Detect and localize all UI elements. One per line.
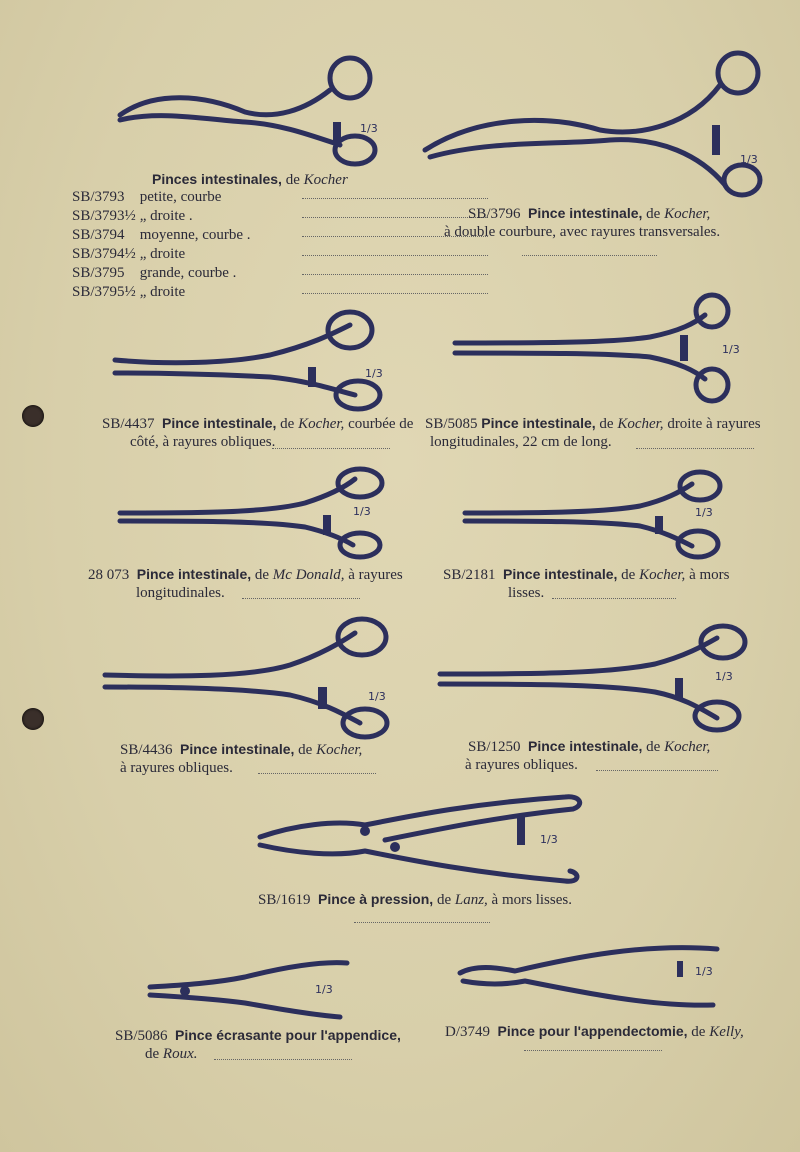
instrument-mcdonald	[115, 465, 385, 565]
svg-text:1/3: 1/3	[368, 690, 386, 703]
list-item: SB/3794½ „ droite	[72, 245, 251, 264]
caption-sb5086-line2: de Roux.	[145, 1046, 198, 1062]
list-item: SB/3795 grande, courbe .	[72, 264, 251, 283]
instrument-oblique-4436	[100, 615, 390, 740]
instrument-smooth-jaws	[460, 468, 725, 563]
svg-text:1/3: 1/3	[715, 670, 733, 683]
instrument-kocher-curved	[115, 50, 378, 170]
instrument-kelly	[455, 935, 725, 1015]
caption-sb3796: SB/3796 Pince intestinale, de Kocher,	[468, 205, 711, 222]
caption-sb5085: SB/5085 Pince intestinale, de Kocher, droite à rayures	[425, 415, 761, 432]
caption-sb3796-line2: à double courbure, avec rayures transversales.	[444, 224, 721, 240]
svg-text:1/3: 1/3	[540, 833, 558, 846]
list-item: SB/3793 petite, courbe	[72, 188, 251, 207]
caption-sb1250: SB/1250 Pince intestinale, de Kocher,	[468, 738, 711, 755]
instrument-lanz	[255, 785, 585, 890]
caption-sb2181: SB/2181 Pince intestinale, de Kocher, à mors	[443, 566, 730, 583]
list-item: SB/3793½ „ droite .	[72, 207, 251, 226]
svg-text:1/3: 1/3	[360, 122, 378, 135]
instrument-side-curved	[110, 305, 383, 415]
list-item: SB/3795½ „ droite	[72, 283, 251, 302]
svg-text:1/3: 1/3	[315, 983, 333, 996]
svg-text:1/3: 1/3	[722, 343, 740, 356]
caption-sb4437-line2: côté, à rayures obliques.	[130, 434, 276, 450]
caption-sb4437: SB/4437 Pince intestinale, de Kocher, courbée de	[102, 415, 414, 432]
caption-28073-line2: longitudinales.	[136, 585, 225, 601]
instrument-roux	[145, 955, 355, 1025]
caption-sb2181-line2: lisses.	[508, 585, 545, 601]
svg-text:1/3: 1/3	[695, 965, 713, 978]
instrument-straight-long	[450, 295, 750, 405]
caption-d3749: D/3749 Pince pour l'appendectomie, de Kelly,	[445, 1023, 744, 1040]
kocher-group-title: Pinces intestinales, de Kocher	[152, 171, 348, 188]
caption-sb5085-line2: longitudinales, 22 cm de long.	[430, 434, 612, 450]
svg-text:1/3: 1/3	[365, 367, 383, 380]
instrument-double-curved	[420, 45, 765, 205]
caption-sb1619: SB/1619 Pince à pression, de Lanz, à mors lisses.	[258, 891, 572, 908]
caption-sb4436: SB/4436 Pince intestinale, de Kocher,	[120, 741, 363, 758]
punch-hole-bottom	[22, 708, 44, 730]
punch-hole-top	[22, 405, 44, 427]
caption-28073: 28 073 Pince intestinale, de Mc Donald, à rayures	[88, 566, 403, 583]
list-item: SB/3794 moyenne, courbe .	[72, 226, 251, 245]
caption-sb4436-line2: à rayures obliques.	[120, 760, 233, 776]
svg-text:1/3: 1/3	[695, 506, 713, 519]
svg-text:1/3: 1/3	[353, 505, 371, 518]
svg-text:1/3: 1/3	[740, 153, 758, 166]
caption-sb1250-line2: à rayures obliques.	[465, 757, 578, 773]
caption-sb5086: SB/5086 Pince écrasante pour l'appendice,	[115, 1027, 401, 1044]
instrument-oblique-1250	[435, 622, 750, 732]
kocher-group-list	[72, 188, 251, 302]
